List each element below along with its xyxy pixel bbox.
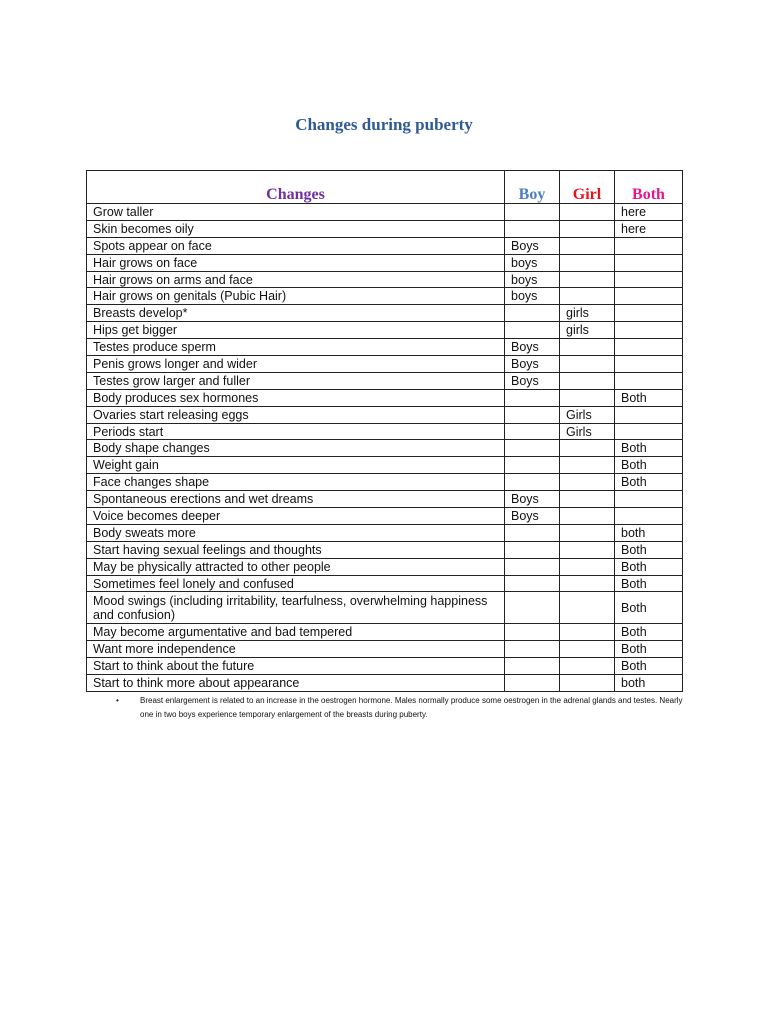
table-row [87,237,683,254]
cell-both [615,372,683,389]
table-row [87,575,683,592]
cell-boy [505,592,560,624]
cell-both: Both [615,558,683,575]
cell-boy [505,457,560,474]
cell-both [615,271,683,288]
table-row [87,204,683,221]
cell-girl [560,474,615,491]
cell-change: Grow taller [87,204,505,221]
cell-change: Spots appear on face [87,237,505,254]
cell-boy: Boys [505,339,560,356]
cell-change: Hair grows on arms and face [87,271,505,288]
cell-change: Face changes shape [87,474,505,491]
cell-boy [505,524,560,541]
table-row [87,541,683,558]
cell-both [615,322,683,339]
cell-change: May become argumentative and bad tempered [87,624,505,641]
cell-boy [505,474,560,491]
table-row [87,356,683,373]
cell-boy: boys [505,271,560,288]
cell-change: Want more independence [87,641,505,658]
cell-change: Breasts develop* [87,305,505,322]
cell-boy [505,541,560,558]
table-row [87,524,683,541]
cell-change: Voice becomes deeper [87,508,505,525]
table-row [87,558,683,575]
cell-girl [560,541,615,558]
cell-boy [505,322,560,339]
footnote [116,694,686,722]
puberty-changes-table [86,170,683,692]
cell-change: Penis grows longer and wider [87,356,505,373]
table-row [87,271,683,288]
table-row [87,457,683,474]
cell-change: Weight gain [87,457,505,474]
cell-girl [560,675,615,692]
table-row [87,658,683,675]
cell-change: Hips get bigger [87,322,505,339]
cell-boy: Boys [505,508,560,525]
cell-girl [560,372,615,389]
cell-girl [560,658,615,675]
cell-both [615,339,683,356]
cell-girl [560,288,615,305]
cell-both: here [615,204,683,221]
cell-both: Both [615,541,683,558]
cell-girl [560,491,615,508]
cell-change: Periods start [87,423,505,440]
cell-boy [505,624,560,641]
cell-boy [505,220,560,237]
table-row [87,305,683,322]
cell-both: Both [615,658,683,675]
cell-girl [560,641,615,658]
cell-boy [505,675,560,692]
cell-girl [560,204,615,221]
cell-boy: boys [505,254,560,271]
table-row [87,322,683,339]
cell-change: Mood swings (including irritability, tearfulness, overwhelming happiness and confusion) [87,592,505,624]
cell-boy: Boys [505,491,560,508]
cell-both [615,305,683,322]
cell-change: Start to think about the future [87,658,505,675]
cell-girl [560,220,615,237]
table-row [87,406,683,423]
cell-change: Body sweats more [87,524,505,541]
table-row [87,592,683,624]
table-row [87,339,683,356]
table-row [87,254,683,271]
cell-boy: Boys [505,237,560,254]
cell-boy [505,641,560,658]
cell-both [615,423,683,440]
header-both: Both [615,171,683,204]
cell-change: Spontaneous erections and wet dreams [87,491,505,508]
cell-boy [505,406,560,423]
header-boy: Boy [505,171,560,204]
table-row [87,624,683,641]
cell-change: Sometimes feel lonely and confused [87,575,505,592]
cell-both [615,356,683,373]
table-row [87,675,683,692]
cell-both: Both [615,592,683,624]
table-row [87,474,683,491]
cell-both: Both [615,457,683,474]
table-row [87,389,683,406]
table-row [87,491,683,508]
cell-girl [560,558,615,575]
cell-both [615,237,683,254]
cell-girl [560,524,615,541]
cell-girl [560,237,615,254]
cell-both: Both [615,641,683,658]
cell-girl: Girls [560,406,615,423]
cell-girl [560,339,615,356]
table-body [87,204,683,692]
table-row [87,440,683,457]
header-girl: Girl [560,171,615,204]
cell-girl [560,440,615,457]
table-row [87,641,683,658]
cell-change: Ovaries start releasing eggs [87,406,505,423]
cell-boy: boys [505,288,560,305]
cell-both: Both [615,389,683,406]
cell-both: here [615,220,683,237]
page-title: Changes during puberty [295,115,473,134]
cell-boy [505,389,560,406]
cell-change: Hair grows on face [87,254,505,271]
table-row [87,220,683,237]
cell-both [615,508,683,525]
cell-change: Start to think more about appearance [87,675,505,692]
cell-boy [505,440,560,457]
header-changes: Changes [87,171,505,204]
cell-both [615,254,683,271]
cell-change: Testes grow larger and fuller [87,372,505,389]
cell-change: Body shape changes [87,440,505,457]
cell-boy [505,305,560,322]
cell-boy [505,423,560,440]
table-row [87,423,683,440]
cell-change: Hair grows on genitals (Pubic Hair) [87,288,505,305]
table-header-row [87,171,683,204]
cell-change: Skin becomes oily [87,220,505,237]
cell-both: Both [615,575,683,592]
cell-both: Both [615,440,683,457]
cell-boy: Boys [505,356,560,373]
bullet-icon: • [116,696,119,705]
cell-girl [560,457,615,474]
cell-both: Both [615,624,683,641]
cell-change: Start having sexual feelings and thoughts [87,541,505,558]
cell-girl [560,592,615,624]
cell-both [615,288,683,305]
cell-boy [505,204,560,221]
table-row [87,508,683,525]
cell-girl [560,254,615,271]
cell-both [615,406,683,423]
cell-change: Body produces sex hormones [87,389,505,406]
cell-boy [505,575,560,592]
cell-girl [560,575,615,592]
cell-girl [560,508,615,525]
cell-girl: girls [560,305,615,322]
cell-both: both [615,524,683,541]
cell-boy [505,558,560,575]
cell-girl: girls [560,322,615,339]
cell-both: Both [615,474,683,491]
cell-both: both [615,675,683,692]
cell-girl: Girls [560,423,615,440]
cell-change: May be physically attracted to other people [87,558,505,575]
table-row [87,372,683,389]
cell-girl [560,624,615,641]
cell-boy: Boys [505,372,560,389]
cell-girl [560,356,615,373]
cell-change: Testes produce sperm [87,339,505,356]
cell-both [615,491,683,508]
footnote-text: Breast enlargement is related to an increase in the oestrogen hormone. Males normally produce some oestrogen in the adrenal glands and testes. Nearly one in two boys experience temporary enlargement of the breasts during puberty. [140,696,683,719]
cell-girl [560,271,615,288]
cell-boy [505,658,560,675]
cell-girl [560,389,615,406]
table-row [87,288,683,305]
